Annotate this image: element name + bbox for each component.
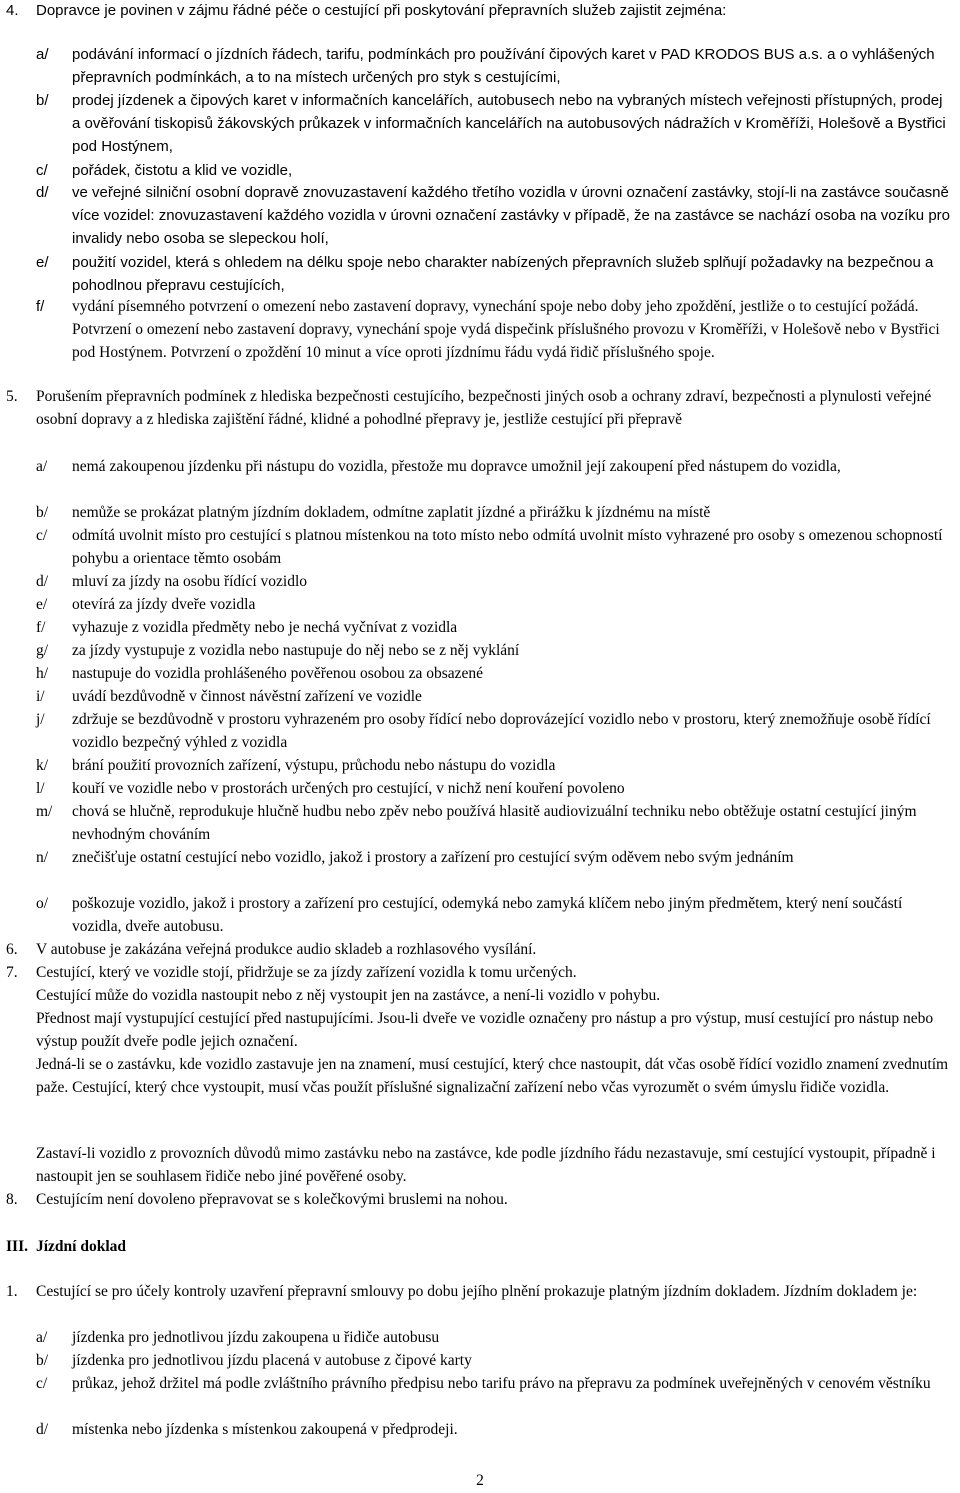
- heading-title: Jízdní doklad: [36, 1238, 127, 1255]
- item-text: pořádek, čistotu a klid ve vozidle,: [72, 162, 293, 179]
- item-label: f/: [36, 619, 46, 636]
- section-number: 1.: [6, 1283, 18, 1300]
- section-text: Dopravce je povinen v zájmu řádné péče o cestující při poskytování přepravních služeb zajistit zejména:: [36, 2, 727, 19]
- item-text: ve veřejné silniční osobní dopravě znovuzastavení každého třetího vozidla v úrovni označení zastávky, stojí-li na zastávce současně více vozidel: znovuzastavení každého vozidla v úrovni označení zastávky v případě, že na zastávce se nachází osoba na vozíku pro invalidy nebo osoba se slepeckou holí,: [72, 184, 950, 247]
- section-text: Cestující se pro účely kontroly uzavření přepravní smlouvy po dobu jejího plnění prokazuje platným jízdním dokladem. Jízdním dokladem je:: [36, 1283, 918, 1300]
- item-label: l/: [36, 780, 45, 797]
- section-text: Porušením přepravních podmínek z hlediska bezpečnosti cestujícího, bezpečnosti jiných osob a ochrany zdraví, bezpečnosti a plynulosti veřejné osobní dopravy a z hlediska zajištění řádné, klidné a pohodlné přepravy je, jestliže cestující při přepravě: [36, 388, 932, 428]
- item-label: o/: [36, 895, 49, 912]
- item-label: a/: [36, 458, 48, 475]
- item-text: brání použití provozních zařízení, výstupu, průchodu nebo nástupu do vozidla: [72, 757, 556, 774]
- section-number: 7.: [6, 964, 18, 981]
- heading-number: III.: [6, 1238, 28, 1255]
- item-text: mluví za jízdy na osobu řídící vozidlo: [72, 573, 308, 590]
- item-label: d/: [36, 1421, 49, 1438]
- section-number: 8.: [6, 1191, 18, 1208]
- section-number: 4.: [6, 2, 19, 19]
- item-label: g/: [36, 642, 49, 659]
- item-text: za jízdy vystupuje z vozidla nebo nastupuje do něj nebo se z něj vyklání: [72, 642, 520, 659]
- page-number: 2: [476, 1472, 484, 1489]
- section-number: 6.: [6, 941, 18, 958]
- item-text: jízdenka pro jednotlivou jízdu placená v autobuse z čipové karty: [72, 1352, 472, 1369]
- section-text: Přednost mají vystupující cestující před nastupujícími. Jsou-li dveře ve vozidle označeny pro nástup a pro výstup, musí cestující pro nástup nebo výstup použít dveře podle jejich označení.: [36, 1010, 934, 1050]
- item-text: místenka nebo jízdenka s místenkou zakoupená v předprodeji.: [72, 1421, 458, 1438]
- item-label: m/: [36, 803, 53, 820]
- item-text: prodej jízdenek a čipových karet v informačních kancelářích, autobusech nebo na vybraných místech veřejnosti přístupných, prodej a ověřování tiskopisů žákovských průkazek v informačních kancelářích na autobusových nádražích v Kroměříži, Holešově a Bystřici pod Hostýnem,: [72, 92, 946, 155]
- item-label: b/: [36, 504, 49, 521]
- item-text: otevírá za jízdy dveře vozidla: [72, 596, 256, 613]
- item-text: použití vozidel, která s ohledem na délku spoje nebo charakter nabízených přepravních služeb splňují požadavky na bezpečnou a pohodlnou přepravu cestujících,: [72, 254, 934, 294]
- item-label: b/: [36, 1352, 49, 1369]
- item-text: zdržuje se bezdůvodně v prostoru vyhrazeném pro osoby řídící nebo doprovázející vozidlo nebo v prostoru, který znemožňuje osobě řídící vozidlo bezpečný výhled z vozidla: [72, 711, 931, 751]
- item-text: nemá zakoupenou jízdenku při nástupu do vozidla, přestože mu dopravce umožnil její zakoupení před nástupem do vozidla,: [72, 458, 841, 475]
- section-text: V autobuse je zakázána veřejná produkce audio skladeb a rozhlasového vysílání.: [36, 941, 537, 958]
- item-text: jízdenka pro jednotlivou jízdu zakoupena u řidiče autobusu: [72, 1329, 440, 1346]
- item-text: chová se hlučně, reprodukuje hlučně hudbu nebo zpěv nebo používá hlasitě audiovizuální techniku nebo obtěžuje ostatní cestující jiným nevhodným chováním: [72, 803, 917, 843]
- section-number: 5.: [6, 388, 18, 405]
- item-text: uvádí bezdůvodně v činnost návěstní zařízení ve vozidle: [72, 688, 422, 705]
- item-label: d/: [36, 573, 49, 590]
- item-label: c/: [36, 1375, 48, 1392]
- item-label: b/: [36, 92, 49, 109]
- item-label: d/: [36, 184, 49, 201]
- item-label: k/: [36, 757, 49, 774]
- item-label: e/: [36, 596, 48, 613]
- item-label: h/: [36, 665, 49, 682]
- item-text: kouří ve vozidle nebo v prostorách určených pro cestující, v nichž není kouření povoleno: [72, 780, 625, 797]
- item-label: a/: [36, 1329, 48, 1346]
- item-text: poškozuje vozidlo, jakož i prostory a zařízení pro cestující, odemyká nebo zamyká klíčem nebo jiným předmětem, který není součástí vozidla, dveře autobusu.: [72, 895, 903, 935]
- section-text: Cestujícím není dovoleno přepravovat se s kolečkovými bruslemi na nohou.: [36, 1191, 508, 1208]
- item-text: podávání informací o jízdních řádech, tarifu, podmínkách pro používání čipových karet v PAD KRODOS BUS a.s. a o vyhlášených přepravních podmínkách, a to na místech určených pro styk s cestujícími,: [72, 46, 935, 86]
- item-text: vyhazuje z vozidla předměty nebo je nechá vyčnívat z vozidla: [72, 619, 458, 636]
- item-label: e/: [36, 254, 49, 271]
- item-label: a/: [36, 46, 49, 63]
- item-label: j/: [36, 711, 45, 728]
- item-label: c/: [36, 162, 48, 179]
- item-label: n/: [36, 849, 49, 866]
- section-text: Cestující, který ve vozidle stojí, přidržuje se za jízdy zařízení vozidla k tomu určených.: [36, 964, 577, 981]
- item-text: znečišťuje ostatní cestující nebo vozidlo, jakož i prostory a zařízení pro cestující svým oděvem nebo svým jednáním: [72, 849, 794, 866]
- item-label: f/: [36, 298, 45, 315]
- item-label: c/: [36, 527, 48, 544]
- section-text: Zastaví-li vozidlo z provozních důvodů mimo zastávku nebo na zastávce, kde podle jízdního řádu nezastavuje, smí cestující vystoupit, případně i nastoupit jen se souhlasem řidiče nebo jiné pověřené osoby.: [36, 1145, 936, 1185]
- section-text: Jedná-li se o zastávku, kde vozidlo zastavuje jen na znamení, musí cestující, který chce nastoupit, dát včas osobě řídící vozidlo znamení zvednutím paže. Cestující, který chce vystoupit, musí včas použít příslušné signalizační zařízení nebo včas vyrozumět o svém úmyslu řidiče vozidla.: [36, 1056, 949, 1096]
- section-text: Cestující může do vozidla nastoupit nebo z něj vystoupit jen na zastávce, a není-li vozidlo v pohybu.: [36, 987, 661, 1004]
- item-text: odmítá uvolnit místo pro cestující s platnou místenkou na toto místo nebo odmítá uvolnit místo vyhrazené pro osoby s omezenou schopností pohybu a orientace těmto osobám: [72, 527, 943, 567]
- item-text: nastupuje do vozidla prohlášeného pověřenou osobou za obsazené: [72, 665, 484, 682]
- item-text: nemůže se prokázat platným jízdním dokladem, odmítne zaplatit jízdné a přirážku k jízdnému na místě: [72, 504, 711, 521]
- item-label: i/: [36, 688, 45, 705]
- item-text: vydání písemného potvrzení o omezení nebo zastavení dopravy, vynechání spoje nebo doby jeho zpoždění, jestliže o to cestující požádá. Potvrzení o omezení nebo zastavení dopravy, vynechání spoje vydá dispečink příslušného provozu v Kroměříži, v Holešově nebo v Bystřici pod Hostýnem. Potvrzení o zpoždění 10 minut a více oproti jízdnímu řádu vydá řidič příslušného spoje.: [72, 298, 940, 361]
- item-text: průkaz, jehož držitel má podle zvláštního právního předpisu nebo tarifu právo na přepravu za podmínek uveřejněných v cenovém věstníku: [72, 1375, 931, 1392]
